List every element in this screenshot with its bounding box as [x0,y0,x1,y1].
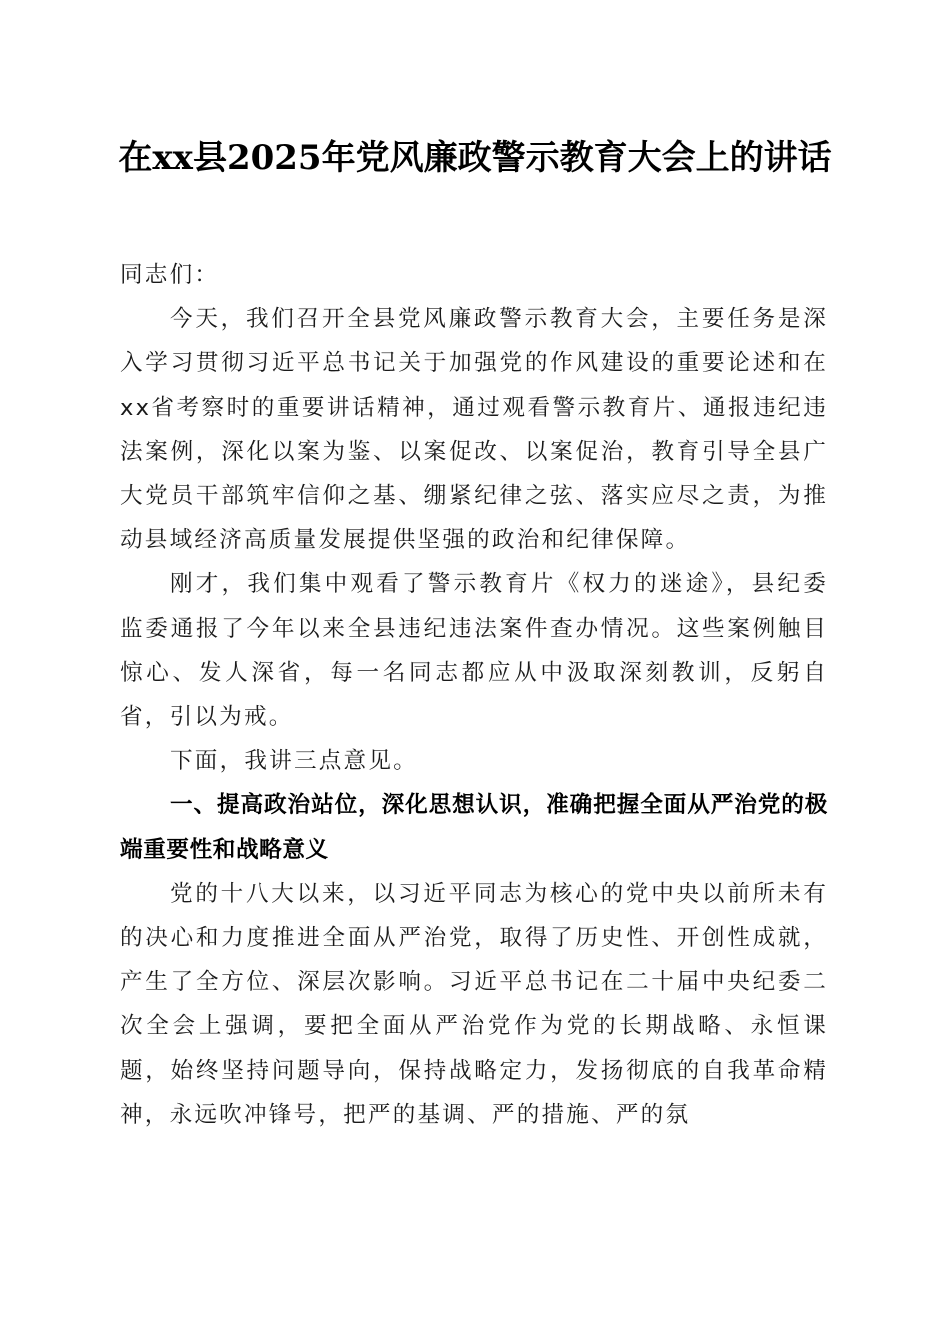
paragraph-warning-film: 刚才，我们集中观看了警示教育片《权力的迷途》，县纪委监委通报了今年以来全县违纪违法案件查办情况。这些案例触目惊心、发人深省，每一名同志都应从中汲取深刻教训，反躬自省，引以为戒。 [120,571,828,731]
document-body [120,253,828,1137]
paragraph-section-one: 党的十八大以来，以习近平同志为核心的党中央以前所未有的决心和力度推进全面从严治党，取得了历史性、开创性成就，产生了全方位、深层次影响。习近平总书记在二十届中央纪委二次全会上强调，要把全面从严治党作为党的长期战略、永恒课题，始终坚持问题导向，保持战略定力，发扬彻底的自我革命精神，永远吹冲锋号，把严的基调、严的措施、严的氛 [120,880,828,1128]
document-title: 在xx县2025年党风廉政警示教育大会上的讲话 [118,138,832,178]
paragraph-three-points: 下面，我讲三点意见。 [170,748,418,775]
paragraph-opening: 今天，我们召开全县党风廉政警示教育大会，主要任务是深入学习贯彻习近平总书记关于加强党的作风建设的重要论述和在xx省考察时的重要讲话精神，通过观看警示教育片、通报违纪违法案例，深化以案为鉴、以案促改、以案促治，教育引导全县广大党员干部筑牢信仰之基、绷紧纪律之弦、落实应尽之责，为推动县域经济高质量发展提供坚强的政治和纪律保障。 [120,306,828,554]
section-heading-one: 一、提高政治站位，深化思想认识，准确把握全面从严治党的极端重要性和战略意义 [120,792,828,863]
salutation: 同志们： [120,262,220,288]
